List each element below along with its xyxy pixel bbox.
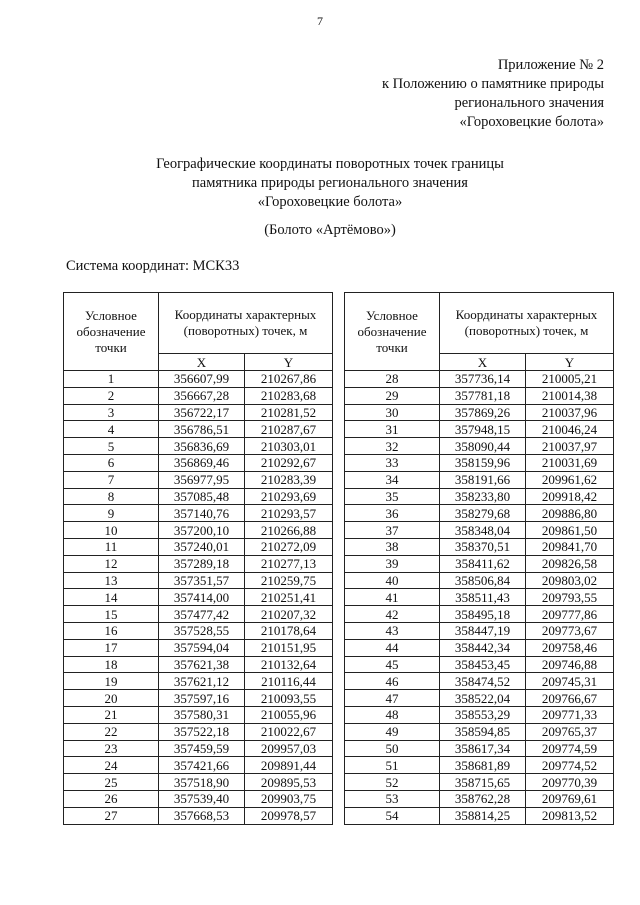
table-row [64, 404, 333, 421]
x-coordinate: 356836,69 [159, 438, 245, 455]
point-number: 39 [345, 555, 440, 572]
point-number: 21 [64, 706, 159, 723]
y-coordinate: 209826,58 [526, 555, 614, 572]
y-coordinate: 210281,52 [245, 404, 333, 421]
x-coordinate: 358715,65 [440, 774, 526, 791]
point-number: 33 [345, 454, 440, 471]
point-number: 25 [64, 774, 159, 791]
x-coordinate: 357351,57 [159, 572, 245, 589]
table-row [64, 807, 333, 824]
table-row [64, 589, 333, 606]
table-row [64, 387, 333, 404]
y-coordinate: 209978,57 [245, 807, 333, 824]
table-row [64, 538, 333, 555]
point-number: 3 [64, 404, 159, 421]
point-number: 35 [345, 488, 440, 505]
table-row [64, 421, 333, 438]
y-coordinate: 210151,95 [245, 639, 333, 656]
x-coordinate: 358681,89 [440, 757, 526, 774]
table-row [345, 538, 614, 555]
y-coordinate: 210005,21 [526, 371, 614, 388]
table-row [64, 639, 333, 656]
header-coords-label: Координаты характерных (поворотных) точек, м [159, 293, 333, 354]
table-row [345, 757, 614, 774]
table-row [64, 774, 333, 791]
header-point-label: Условное обозначение точки [345, 293, 440, 371]
y-coordinate: 209903,75 [245, 790, 333, 807]
table-row [64, 656, 333, 673]
x-coordinate: 357539,40 [159, 790, 245, 807]
x-coordinate: 358159,96 [440, 454, 526, 471]
point-number: 17 [64, 639, 159, 656]
y-coordinate: 209745,31 [526, 673, 614, 690]
table-row [64, 740, 333, 757]
document-title [60, 155, 600, 212]
title-line: Географические координаты поворотных точек границы [156, 156, 504, 172]
title-line: «Гороховецкие болота» [257, 194, 403, 210]
header-point-label: Условное обозначение точки [64, 293, 159, 371]
table-row [345, 723, 614, 740]
y-coordinate: 210022,67 [245, 723, 333, 740]
x-coordinate: 358553,29 [440, 706, 526, 723]
x-coordinate: 357597,16 [159, 690, 245, 707]
x-coordinate: 357594,04 [159, 639, 245, 656]
y-coordinate: 209765,37 [526, 723, 614, 740]
y-coordinate: 210178,64 [245, 622, 333, 639]
y-coordinate: 209793,55 [526, 589, 614, 606]
x-coordinate: 357781,18 [440, 387, 526, 404]
point-number: 23 [64, 740, 159, 757]
x-coordinate: 358453,45 [440, 656, 526, 673]
point-number: 18 [64, 656, 159, 673]
y-coordinate: 210293,69 [245, 488, 333, 505]
point-number: 27 [64, 807, 159, 824]
point-number: 40 [345, 572, 440, 589]
table-row [64, 555, 333, 572]
point-number: 19 [64, 673, 159, 690]
table-row [64, 522, 333, 539]
y-coordinate: 210287,67 [245, 421, 333, 438]
header-x: X [159, 354, 245, 371]
header-x: X [440, 354, 526, 371]
point-number: 48 [345, 706, 440, 723]
y-coordinate: 209841,70 [526, 538, 614, 555]
y-coordinate: 209774,52 [526, 757, 614, 774]
coordinate-system-label: Система координат: МСК33 [66, 258, 240, 274]
appendix-line: регионального значения [454, 95, 604, 111]
header-y: Y [526, 354, 614, 371]
x-coordinate: 358814,25 [440, 807, 526, 824]
y-coordinate: 209766,67 [526, 690, 614, 707]
table-row [345, 387, 614, 404]
table-row [64, 488, 333, 505]
point-number: 26 [64, 790, 159, 807]
point-number: 14 [64, 589, 159, 606]
x-coordinate: 357621,12 [159, 673, 245, 690]
y-coordinate: 210037,97 [526, 438, 614, 455]
table-row [345, 807, 614, 824]
y-coordinate: 210267,86 [245, 371, 333, 388]
x-coordinate: 356977,95 [159, 471, 245, 488]
y-coordinate: 210116,44 [245, 673, 333, 690]
table-row [345, 371, 614, 388]
x-coordinate: 358474,52 [440, 673, 526, 690]
y-coordinate: 210293,57 [245, 505, 333, 522]
x-coordinate: 358594,85 [440, 723, 526, 740]
point-number: 54 [345, 807, 440, 824]
y-coordinate: 210031,69 [526, 454, 614, 471]
point-number: 11 [64, 538, 159, 555]
y-coordinate: 210014,38 [526, 387, 614, 404]
point-number: 22 [64, 723, 159, 740]
point-number: 42 [345, 606, 440, 623]
appendix-line: «Гороховецкие болота» [459, 114, 604, 130]
coordinates-table-left [63, 292, 333, 825]
header-coords-label: Координаты характерных (поворотных) точек, м [440, 293, 614, 354]
point-number: 38 [345, 538, 440, 555]
point-number: 2 [64, 387, 159, 404]
table-row [64, 454, 333, 471]
x-coordinate: 357522,18 [159, 723, 245, 740]
x-coordinate: 357528,55 [159, 622, 245, 639]
x-coordinate: 358447,19 [440, 622, 526, 639]
point-number: 30 [345, 404, 440, 421]
point-number: 36 [345, 505, 440, 522]
x-coordinate: 357621,38 [159, 656, 245, 673]
x-coordinate: 357200,10 [159, 522, 245, 539]
y-coordinate: 209746,88 [526, 656, 614, 673]
appendix-line: к Положению о памятнике природы [381, 76, 604, 92]
y-coordinate: 210292,67 [245, 454, 333, 471]
y-coordinate: 210037,96 [526, 404, 614, 421]
x-coordinate: 358411,62 [440, 555, 526, 572]
table-row [345, 790, 614, 807]
point-number: 8 [64, 488, 159, 505]
table-row [64, 673, 333, 690]
point-number: 16 [64, 622, 159, 639]
x-coordinate: 358191,66 [440, 471, 526, 488]
point-number: 47 [345, 690, 440, 707]
x-coordinate: 357948,15 [440, 421, 526, 438]
y-coordinate: 210283,68 [245, 387, 333, 404]
y-coordinate: 209771,33 [526, 706, 614, 723]
table-row [345, 706, 614, 723]
x-coordinate: 357736,14 [440, 371, 526, 388]
table-row [345, 572, 614, 589]
y-coordinate: 210283,39 [245, 471, 333, 488]
point-number: 37 [345, 522, 440, 539]
x-coordinate: 358233,80 [440, 488, 526, 505]
point-number: 44 [345, 639, 440, 656]
x-coordinate: 356607,99 [159, 371, 245, 388]
x-coordinate: 357869,26 [440, 404, 526, 421]
title-line: памятника природы регионального значения [192, 175, 468, 191]
y-coordinate: 210207,32 [245, 606, 333, 623]
table-row [64, 757, 333, 774]
table-row [345, 522, 614, 539]
point-number: 34 [345, 471, 440, 488]
point-number: 10 [64, 522, 159, 539]
document-subtitle: (Болото «Артёмово») [264, 222, 396, 238]
table-row [345, 639, 614, 656]
point-number: 15 [64, 606, 159, 623]
x-coordinate: 356722,17 [159, 404, 245, 421]
point-number: 52 [345, 774, 440, 791]
table-row [64, 505, 333, 522]
table-row [64, 471, 333, 488]
x-coordinate: 358506,84 [440, 572, 526, 589]
point-number: 4 [64, 421, 159, 438]
y-coordinate: 209803,02 [526, 572, 614, 589]
x-coordinate: 358511,43 [440, 589, 526, 606]
y-coordinate: 209886,80 [526, 505, 614, 522]
table-row [345, 454, 614, 471]
point-number: 51 [345, 757, 440, 774]
y-coordinate: 209773,67 [526, 622, 614, 639]
table-row [64, 790, 333, 807]
y-coordinate: 209770,39 [526, 774, 614, 791]
table-row [64, 723, 333, 740]
point-number: 45 [345, 656, 440, 673]
y-coordinate: 210046,24 [526, 421, 614, 438]
table-row [345, 438, 614, 455]
x-coordinate: 358348,04 [440, 522, 526, 539]
point-number: 49 [345, 723, 440, 740]
point-number: 31 [345, 421, 440, 438]
y-coordinate: 210303,01 [245, 438, 333, 455]
appendix-reference [382, 56, 604, 132]
point-number: 13 [64, 572, 159, 589]
x-coordinate: 357289,18 [159, 555, 245, 572]
y-coordinate: 210055,96 [245, 706, 333, 723]
point-number: 20 [64, 690, 159, 707]
table-row [345, 656, 614, 673]
table-row [345, 740, 614, 757]
point-number: 1 [64, 371, 159, 388]
table-row [64, 706, 333, 723]
x-coordinate: 357421,66 [159, 757, 245, 774]
point-number: 24 [64, 757, 159, 774]
y-coordinate: 209758,46 [526, 639, 614, 656]
coordinates-table-right [344, 292, 614, 825]
x-coordinate: 357140,76 [159, 505, 245, 522]
point-number: 41 [345, 589, 440, 606]
y-coordinate: 209774,59 [526, 740, 614, 757]
table-row [345, 471, 614, 488]
y-coordinate: 210272,09 [245, 538, 333, 555]
y-coordinate: 210251,41 [245, 589, 333, 606]
point-number: 7 [64, 471, 159, 488]
x-coordinate: 357414,00 [159, 589, 245, 606]
table-row [345, 589, 614, 606]
table-row [345, 622, 614, 639]
y-coordinate: 209813,52 [526, 807, 614, 824]
x-coordinate: 358617,34 [440, 740, 526, 757]
x-coordinate: 358762,28 [440, 790, 526, 807]
point-number: 43 [345, 622, 440, 639]
x-coordinate: 357477,42 [159, 606, 245, 623]
point-number: 32 [345, 438, 440, 455]
table-row [64, 438, 333, 455]
table-row [345, 421, 614, 438]
x-coordinate: 356786,51 [159, 421, 245, 438]
x-coordinate: 358090,44 [440, 438, 526, 455]
x-coordinate: 356667,28 [159, 387, 245, 404]
y-coordinate: 209777,86 [526, 606, 614, 623]
point-number: 50 [345, 740, 440, 757]
y-coordinate: 209957,03 [245, 740, 333, 757]
y-coordinate: 209895,53 [245, 774, 333, 791]
x-coordinate: 358495,18 [440, 606, 526, 623]
appendix-line: Приложение № 2 [497, 57, 604, 73]
table-row [345, 690, 614, 707]
x-coordinate: 357240,01 [159, 538, 245, 555]
y-coordinate: 209891,44 [245, 757, 333, 774]
table-row [64, 572, 333, 589]
page-number: 7 [317, 14, 323, 28]
header-y: Y [245, 354, 333, 371]
x-coordinate: 358279,68 [440, 505, 526, 522]
point-number: 46 [345, 673, 440, 690]
point-number: 29 [345, 387, 440, 404]
table-row [345, 774, 614, 791]
table-row [345, 555, 614, 572]
point-number: 6 [64, 454, 159, 471]
table-row [64, 622, 333, 639]
table-row [64, 606, 333, 623]
point-number: 9 [64, 505, 159, 522]
x-coordinate: 357580,31 [159, 706, 245, 723]
table-row [345, 505, 614, 522]
y-coordinate: 210266,88 [245, 522, 333, 539]
y-coordinate: 209918,42 [526, 488, 614, 505]
x-coordinate: 357459,59 [159, 740, 245, 757]
x-coordinate: 358522,04 [440, 690, 526, 707]
y-coordinate: 210093,55 [245, 690, 333, 707]
x-coordinate: 358442,34 [440, 639, 526, 656]
point-number: 12 [64, 555, 159, 572]
point-number: 53 [345, 790, 440, 807]
y-coordinate: 209961,62 [526, 471, 614, 488]
table-row [345, 488, 614, 505]
y-coordinate: 210259,75 [245, 572, 333, 589]
point-number: 28 [345, 371, 440, 388]
x-coordinate: 357518,90 [159, 774, 245, 791]
table-row [64, 690, 333, 707]
y-coordinate: 209769,61 [526, 790, 614, 807]
x-coordinate: 356869,46 [159, 454, 245, 471]
y-coordinate: 210277,13 [245, 555, 333, 572]
x-coordinate: 357668,53 [159, 807, 245, 824]
x-coordinate: 358370,51 [440, 538, 526, 555]
table-row [64, 371, 333, 388]
point-number: 5 [64, 438, 159, 455]
x-coordinate: 357085,48 [159, 488, 245, 505]
table-row [345, 404, 614, 421]
table-row [345, 673, 614, 690]
y-coordinate: 209861,50 [526, 522, 614, 539]
table-row [345, 606, 614, 623]
y-coordinate: 210132,64 [245, 656, 333, 673]
